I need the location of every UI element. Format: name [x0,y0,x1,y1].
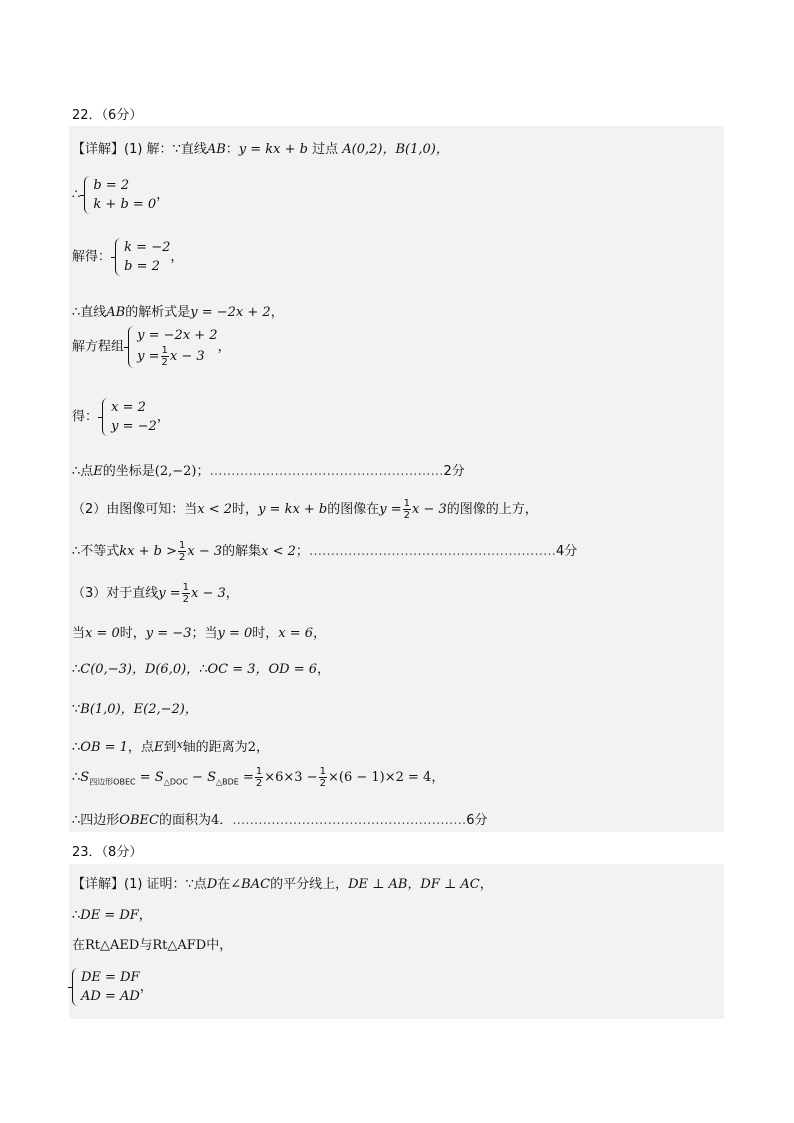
fraction: $\frac{1}{2}$ [161,345,168,368]
q22-line-3: 解得： k = −2 b = 2 ， [72,240,184,274]
fraction: $\frac{1}{2}$ [182,582,190,605]
q23-solution-block [69,864,724,1019]
q22-line-1: 【详解】(1) 解：∵直线AB：y = kx + b 过点 A(0,2)，B(1,0)， [72,142,449,157]
equation-system: b = 2 k + b = 0 [84,176,156,214]
equation-system: x = 2 y = −2 [102,398,157,436]
q22-solution-block [69,126,724,832]
q22-line-12: ∴C(0,−3)，D(6,0)，∴OC = 3，OD = 6， [72,662,331,677]
q22-line-4: ∴直线AB的解析式是y = −2x + 2， [72,305,284,320]
q22-line-9: ∴不等式kx + b > $\frac{1}{2}$ x − 3的解集x < 2；…………………………………………………4分 [72,540,578,563]
equation-system: DE = DF AD = AD [72,968,140,1006]
q23-line-1: 【详解】(1) 证明：∵点D在∠BAC的平分线上，DE ⊥ AB，DF ⊥ AC， [72,877,493,892]
q22-line-7: ∴点E的坐标是(2,−2)；………………………………………………2分 [72,464,465,479]
equation-system: k = −2 b = 2 [115,238,170,276]
q22-line-8: （2）由图像可知：当x < 2时，y = kx + b的图像在y = $\frac{1}{2}$ x − 3的图像的上方， [72,498,538,521]
q22-line-5: 解方程组 y = −2x + 2 y = $\frac{1}{2}$ x − 3 ， [72,328,231,368]
q23-title: 23．（8分） [72,845,143,860]
q22-line-14: ∴OB = 1，点E到$^x$轴的距离为2， [72,738,269,755]
fraction: $\frac{1}{2}$ [403,498,411,521]
q22-line-13: ∵B(1,0)，E(2,−2)， [72,702,198,717]
fraction: $\frac{1}{2}$ [179,540,186,563]
fraction: $\frac{1}{2}$ [255,766,263,789]
q22-line-15: $\therefore S_{四边形OBEC} = S_{\triangle DOC} - S_{\triangle BDE}$ = $\frac{1}{2}$ ×6×3 − $\frac{1}{2}$ ×(6 − 1)×2 = 4， [72,766,445,789]
q22-line-6: 得： x = 2 y = −2 ， [72,400,170,434]
q22-line-10: （3）对于直线y = $\frac{1}{2}$ x − 3， [72,582,239,605]
fraction: $\frac{1}{2}$ [319,766,326,789]
q23-line-4: DE = DF AD = AD ， [72,968,153,1006]
q23-line-2: ∴DE = DF， [72,908,152,923]
q22-line-16: ∴四边形OBEC的面积为4．………………………………………………6分 [72,813,488,828]
q22-title: 22．（6分） [72,108,143,123]
q22-line-11: 当x = 0时，y = −3；当y = 0时，x = 6， [72,626,327,641]
q23-line-3: 在Rt△AED与Rt△AFD中， [72,938,233,953]
equation-system: y = −2x + 2 y = $\frac{1}{2}$ x − 3 [128,326,217,368]
q22-line-2: ∴ b = 2 k + b = 0 ， [72,178,170,212]
